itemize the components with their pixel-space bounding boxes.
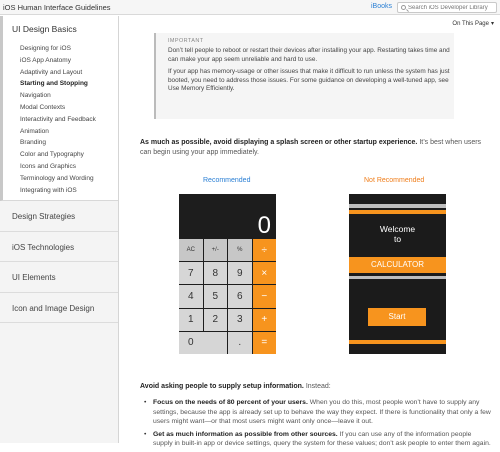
- sidebar-section-ios-technologies[interactable]: iOS Technologies: [0, 232, 118, 263]
- calculator-display: 0: [257, 212, 271, 239]
- on-this-page-menu[interactable]: [452, 20, 494, 27]
- important-label: IMPORTANT: [168, 38, 204, 44]
- search-input[interactable]: [408, 3, 496, 12]
- calc-key: ÷: [253, 239, 277, 261]
- splash-start-button: Start: [368, 308, 426, 326]
- sidebar-item-integrating-with-ios[interactable]: Integrating with iOS: [20, 186, 77, 194]
- calculator-example-image: [179, 194, 276, 354]
- on-this-page-label: On This Page: [452, 21, 489, 27]
- calc-key: %: [228, 239, 252, 261]
- important-paragraph-1: Don’t tell people to reboot or restart their devices after installing your app. Restarting takes time and can make your app seem unreliable and hard to use.: [168, 47, 450, 63]
- sidebar-item-starting-and-stopping[interactable]: Starting and Stopping: [20, 80, 88, 88]
- sidebar-section-design-strategies[interactable]: Design Strategies: [0, 201, 118, 232]
- splash-welcome-line-2: to: [393, 234, 402, 244]
- sidebar-item-designing-for-ios[interactable]: Designing for iOS: [20, 45, 71, 52]
- sidebar-item-branding[interactable]: Branding: [20, 139, 47, 147]
- calc-key: 2: [204, 309, 228, 331]
- calc-key: =: [253, 332, 277, 354]
- sidebar-item-animation[interactable]: Animation: [20, 127, 49, 135]
- decorative-stripe: [349, 340, 446, 344]
- sidebar-item-adaptivity-and-layout[interactable]: Adaptivity and Layout: [20, 68, 83, 76]
- calc-key: +: [253, 309, 277, 331]
- chevron-down-icon: ▾: [490, 21, 494, 27]
- decorative-stripe: [349, 210, 446, 214]
- sidebar: [0, 16, 119, 443]
- bullet-text: When you do this, most people won’t have to supply any settings, because the app is already set up to behave the way they expect. If there is functionality that only a few users might want—or that most users might want only once—leave it out.: [153, 399, 491, 426]
- sidebar-item-navigation[interactable]: Navigation: [20, 92, 51, 100]
- list-item: [140, 430, 492, 449]
- sidebar-item-ios-app-anatomy[interactable]: iOS App Anatomy: [20, 56, 71, 64]
- search-icon: [401, 5, 406, 10]
- sidebar-section-icon-and-image-design[interactable]: Icon and Image Design: [0, 293, 118, 324]
- calculator-keypad: [179, 239, 276, 354]
- calc-key: 0: [179, 332, 227, 354]
- splash-welcome-line-1: Welcome: [379, 224, 416, 234]
- decorative-stripe: [349, 276, 446, 279]
- calc-key: 6: [228, 285, 252, 307]
- sidebar-item-icons-and-graphics[interactable]: Icons and Graphics: [20, 162, 77, 170]
- splash-guidance-rest: It’s best when users can begin using your app immediately.: [140, 139, 482, 156]
- calc-key: 3: [228, 309, 252, 331]
- bullet-bold: Get as much information as possible from other sources.: [153, 430, 338, 438]
- splash-welcome-text: [349, 224, 446, 244]
- calc-key: .: [228, 332, 252, 354]
- calc-key: 5: [204, 285, 228, 307]
- not-recommended-caption: Not Recommended: [364, 177, 425, 184]
- sidebar-section-ui-design-basics[interactable]: UI Design Basics: [0, 16, 118, 40]
- calc-key: 9: [228, 262, 252, 284]
- splash-calculator-band: CALCULATOR: [349, 257, 446, 273]
- splash-guidance-bold: As much as possible, avoid displaying a splash screen or other startup experience.: [140, 139, 418, 146]
- calc-key: ×: [253, 262, 277, 284]
- setup-guidance-rest: Instead:: [303, 383, 331, 390]
- splash-guidance-paragraph: [140, 138, 490, 158]
- list-item: [140, 398, 492, 427]
- sidebar-submenu: [0, 40, 118, 201]
- sidebar-item-modal-contexts[interactable]: Modal Contexts: [20, 103, 66, 111]
- recommended-caption: Recommended: [203, 177, 251, 184]
- setup-guidance-paragraph: [140, 383, 331, 390]
- calc-key: 7: [179, 262, 203, 284]
- decorative-stripe: [349, 204, 446, 208]
- important-note: [154, 33, 454, 119]
- top-bar: [0, 0, 500, 15]
- main-content: [120, 16, 500, 448]
- setup-guidance-bold: Avoid asking people to supply setup information.: [140, 383, 304, 390]
- setup-bullet-list: [140, 398, 492, 452]
- calc-key: −: [253, 285, 277, 307]
- bullet-bold: Focus on the needs of 80 percent of your users.: [153, 399, 308, 406]
- important-paragraph-2: If your app has memory-usage or other issues that make it difficult to run unless the system has just booted, you need to address those issues. For some guidance on developing a well-tuned app, see Use Memory Efficiently.: [168, 68, 450, 93]
- search-box[interactable]: [397, 2, 497, 13]
- sidebar-section-ui-elements[interactable]: UI Elements: [0, 262, 118, 293]
- sidebar-item-color-and-typography[interactable]: Color and Typography: [20, 151, 84, 159]
- calc-key: 4: [179, 285, 203, 307]
- ibooks-link[interactable]: iBooks: [371, 3, 393, 10]
- splash-screen-example-image: [349, 194, 446, 354]
- sidebar-item-interactivity-and-feedback[interactable]: Interactivity and Feedback: [20, 115, 96, 123]
- sidebar-item-terminology-and-wording[interactable]: Terminology and Wording: [20, 174, 94, 182]
- calc-key: +/-: [204, 239, 228, 261]
- calc-key: 8: [204, 262, 228, 284]
- bullet-text: If you can use any of the information people supply in built-in app or device settings, query the system for these values; don’t ask people to enter them again.: [153, 430, 491, 448]
- app-title: iOS Human Interface Guidelines: [3, 3, 111, 12]
- calc-key: AC: [179, 239, 203, 261]
- calc-key: 1: [179, 309, 203, 331]
